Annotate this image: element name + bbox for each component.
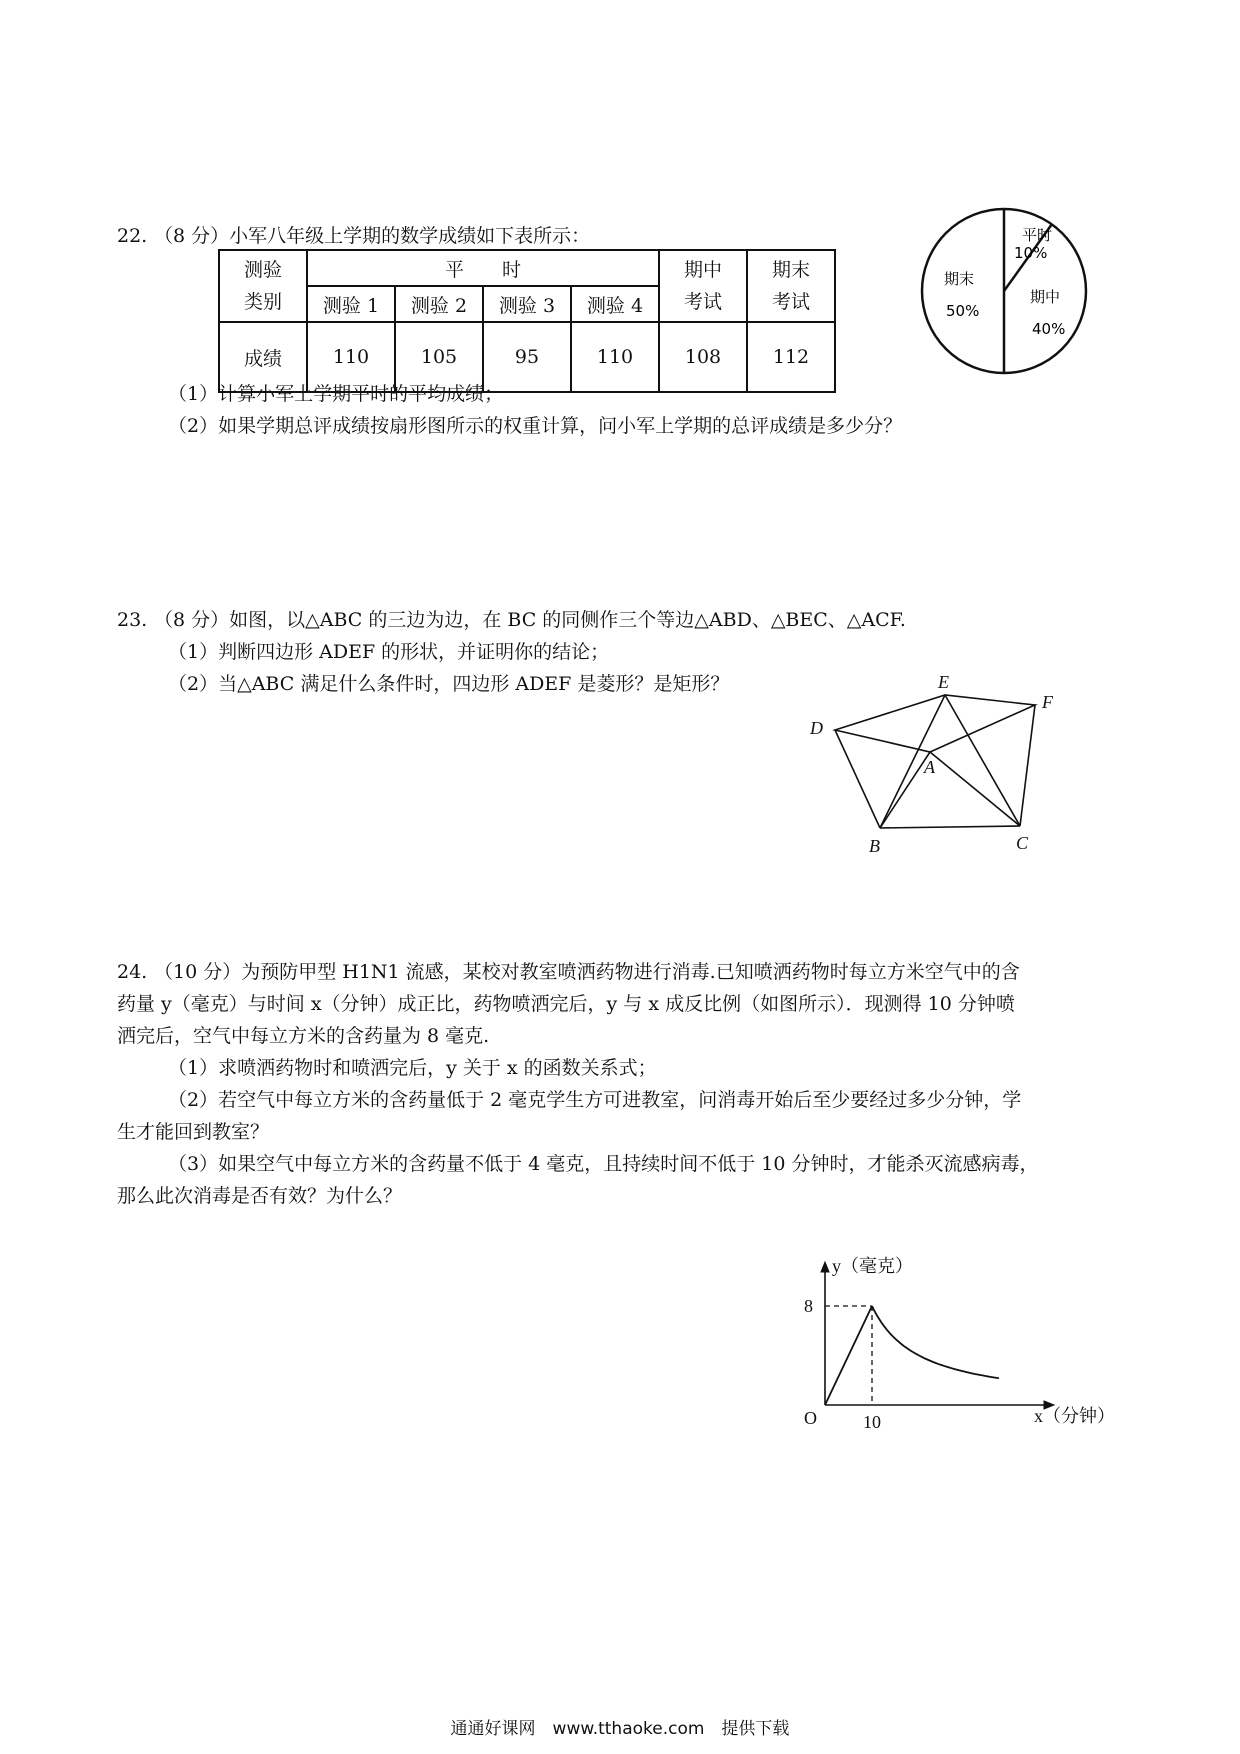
point-label-b: B [869,836,880,856]
y-axis-arrow [821,1262,829,1272]
table-header-midterm: 期中 考试 [659,250,747,322]
point-label-d: D [810,718,823,738]
table-cell: 110 [571,322,659,392]
q22-part-1: （1）计算小军上学期平时的平均成绩； [168,383,504,405]
q22-part-2: （2）如果学期总评成绩按扇形图所示的权重计算，问小军上学期的总评成绩是多少分？ [168,415,903,437]
q24-part-3: （3）如果空气中每立方米的含药量不低于 4 毫克，且持续时间不低于 10 分钟时，才能杀灭流感病毒， [168,1153,1039,1175]
q24-line-3: 洒完后，空气中每立方米的含药量为 8 毫克. [117,1025,490,1047]
table-header-test-1: 测验 1 [307,286,395,322]
q24-part-3-cont: 那么此次消毒是否有效？为什么？ [117,1185,403,1207]
page-footer: 通通好课网 www.tthaoke.com 提供下载 [450,1719,790,1739]
quad-adef [835,695,1035,752]
pie-pct-regular: 10% [1014,244,1048,262]
pie-pct-final: 50% [946,302,980,320]
y-axis-label: y（毫克） [832,1256,913,1276]
q23-part-1: （1）判断四边形 ADEF 的形状，并证明你的结论； [168,641,610,663]
point-label-e: E [938,672,949,692]
pie-label-final: 期末 [944,270,975,288]
segment-ac [930,752,1020,826]
concentration-graph [790,1250,1130,1440]
segment-db [835,730,880,828]
segment-bc [880,826,1020,828]
table-cell: 95 [483,322,571,392]
curve-reciprocal [872,1306,999,1378]
table-header-final: 期末 考试 [747,250,835,322]
triangle-figure [800,665,1080,865]
score-table [218,249,836,393]
table-cell: 112 [747,322,835,392]
curve-linear [825,1306,872,1405]
q23-stem: （8 分）如图，以△ABC 的三边为边，在 BC 的同侧作三个等边△ABD、△BEC、△ACF. [154,609,906,631]
point-label-c: C [1016,833,1029,853]
table-cell: 108 [659,322,747,392]
x-axis-label: x（分钟） [1034,1406,1115,1426]
table-header-regular: 平 时 [307,250,659,286]
table-row-label: 成绩 [219,322,307,392]
q23-number: 23. [117,609,148,631]
segment-ab [880,752,930,828]
table-header-test-2: 测验 2 [395,286,483,322]
segment-ec [945,695,1020,826]
table-header-test-4: 测验 4 [571,286,659,322]
q24-number: 24. [117,961,148,983]
q22-number: 22. [117,225,148,247]
q24-part-1: （1）求喷洒药物时和喷洒完后，y 关于 x 的函数关系式； [168,1057,657,1079]
q24-part-2: （2）若空气中每立方米的含药量低于 2 毫克学生方可进教室，问消毒开始后至少要经过多少分钟，学 [168,1089,1022,1111]
x-tick-label: 10 [863,1412,881,1432]
q23-part-2: （2）当△ABC 满足什么条件时，四边形 ADEF 是菱形？是矩形？ [168,673,730,695]
pie-pct-midterm: 40% [1032,320,1066,338]
q24-line-1: （10 分）为预防甲型 H1N1 流感，某校对教室喷洒药物进行消毒.已知喷洒药物时每立方米空气中的含 [154,961,1020,983]
point-label-f: F [1042,692,1053,712]
pie-label-regular: 平时 [1022,226,1053,244]
y-tick-label: 8 [804,1296,813,1316]
table-header-test-3: 测验 3 [483,286,571,322]
origin-label: O [804,1408,817,1428]
point-label-a: A [924,757,935,777]
q22-stem: （8 分）小军八年级上学期的数学成绩如下表所示： [154,225,591,247]
weight-pie-chart [918,204,1098,384]
segment-eb [880,695,945,828]
table-header-category: 测验 类别 [219,250,307,322]
segment-fc [1020,705,1035,826]
table-cell: 105 [395,322,483,392]
table-cell: 110 [307,322,395,392]
q24-part-2-cont: 生才能回到教室？ [117,1121,270,1143]
q24-line-2: 药量 y（毫克）与时间 x（分钟）成正比，药物喷洒完后，y 与 x 成反比例（如图所示）．现测得 10 分钟喷 [117,993,1015,1015]
pie-label-midterm: 期中 [1030,288,1061,306]
